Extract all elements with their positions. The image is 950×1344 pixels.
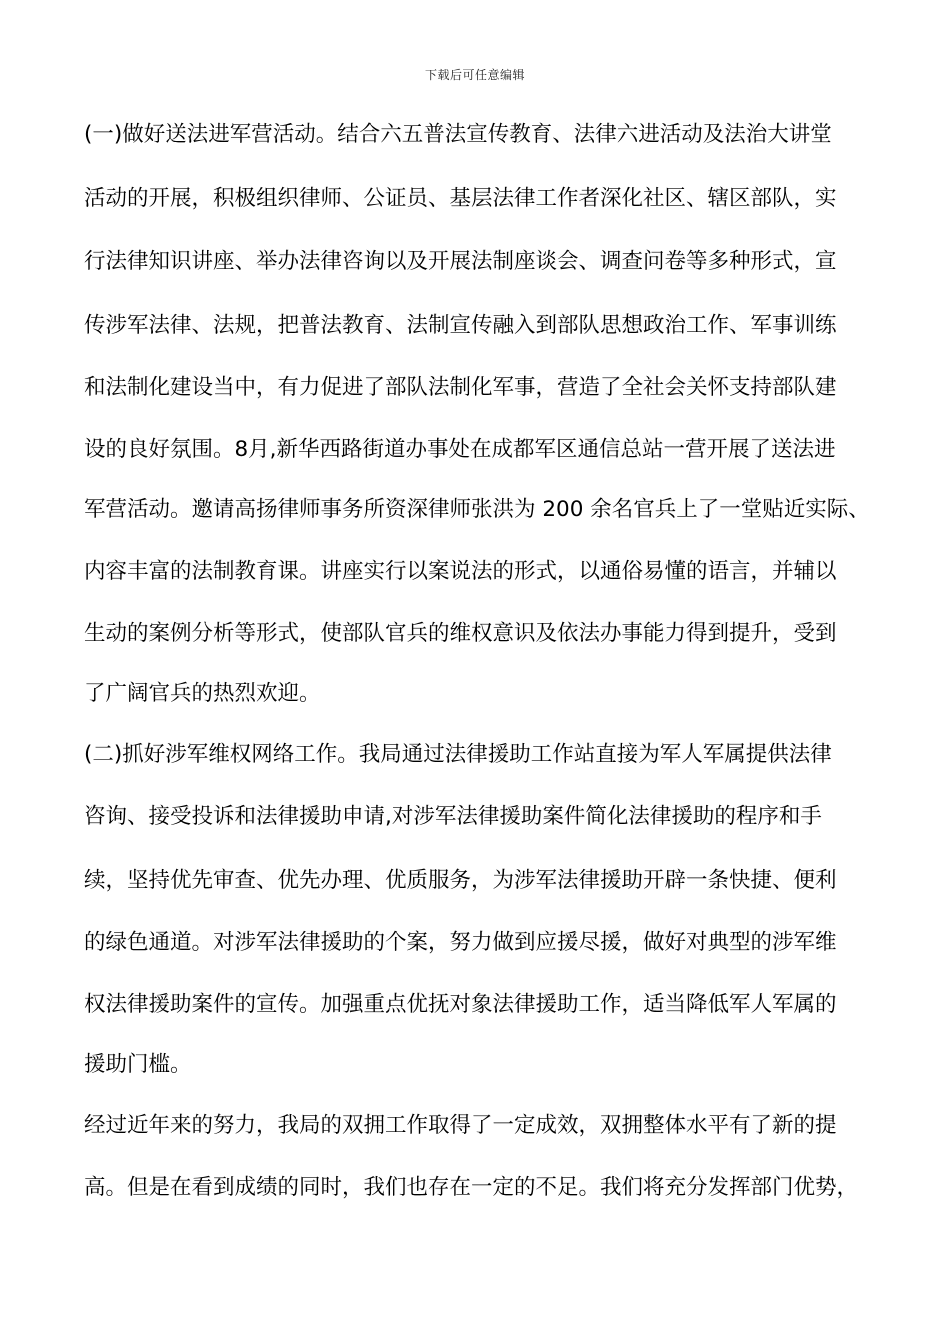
- text-line: 传涉军法律、法规，把普法教育、法制宣传融入到部队思想政治工作、军事训练: [84, 313, 837, 338]
- text-line: 行法律知识讲座、举办法律咨询以及开展法制座谈会、调查问卷等多种形式，宣: [84, 249, 837, 274]
- text-line: 援助门槛。: [84, 1052, 192, 1077]
- text-line: 权法律援助案件的宣传。加强重点优抚对象法律援助工作，适当降低军人军属的: [84, 992, 837, 1017]
- text-line: 活动的开展，积极组织律师、公证员、基层法律工作者深化社区、辖区部队，实: [84, 186, 837, 211]
- text-line: 续，坚持优先审查、优先办理、优质服务，为涉军法律援助开辟一条快捷、便利: [84, 868, 837, 893]
- text-line: (一)做好送法进军营活动。结合六五普法宣传教育、法律六进活动及法治大讲堂: [84, 122, 832, 147]
- text-line: 军营活动。邀请高扬律师事务所资深律师张洪为 200 余名官兵上了一堂贴近实际、: [84, 497, 870, 522]
- text-line: 和法制化建设当中，有力促进了部队法制化军事，营造了全社会关怀支持部队建: [84, 375, 837, 400]
- text-line: 生动的案例分析等形式，使部队官兵的维权意识及依法办事能力得到提升，受到: [84, 621, 837, 646]
- text-line: 内容丰富的法制教育课。讲座实行以案说法的形式，以通俗易懂的语言，并辅以: [84, 559, 837, 584]
- text-line: 了广阔官兵的热烈欢迎。: [84, 681, 321, 706]
- text-line: 高。但是在看到成绩的同时，我们也存在一定的不足。我们将充分发挥部门优势，: [84, 1175, 859, 1200]
- page-header: 下载后可任意编辑: [424, 68, 525, 82]
- text-line: (二)抓好涉军维权网络工作。我局通过法律援助工作站直接为军人军属提供法律: [84, 742, 832, 767]
- text-line: 设的良好氛围。8月,新华西路街道办事处在成都军区通信总站一营开展了送法进: [84, 437, 836, 462]
- text-line: 咨询、接受投诉和法律援助申请,对涉军法律援助案件简化法律援助的程序和手: [84, 804, 822, 829]
- text-line: 的绿色通道。对涉军法律援助的个案，努力做到应援尽援，做好对典型的涉军维: [84, 930, 837, 955]
- text-line: 经过近年来的努力，我局的双拥工作取得了一定成效，双拥整体水平有了新的提: [84, 1113, 837, 1138]
